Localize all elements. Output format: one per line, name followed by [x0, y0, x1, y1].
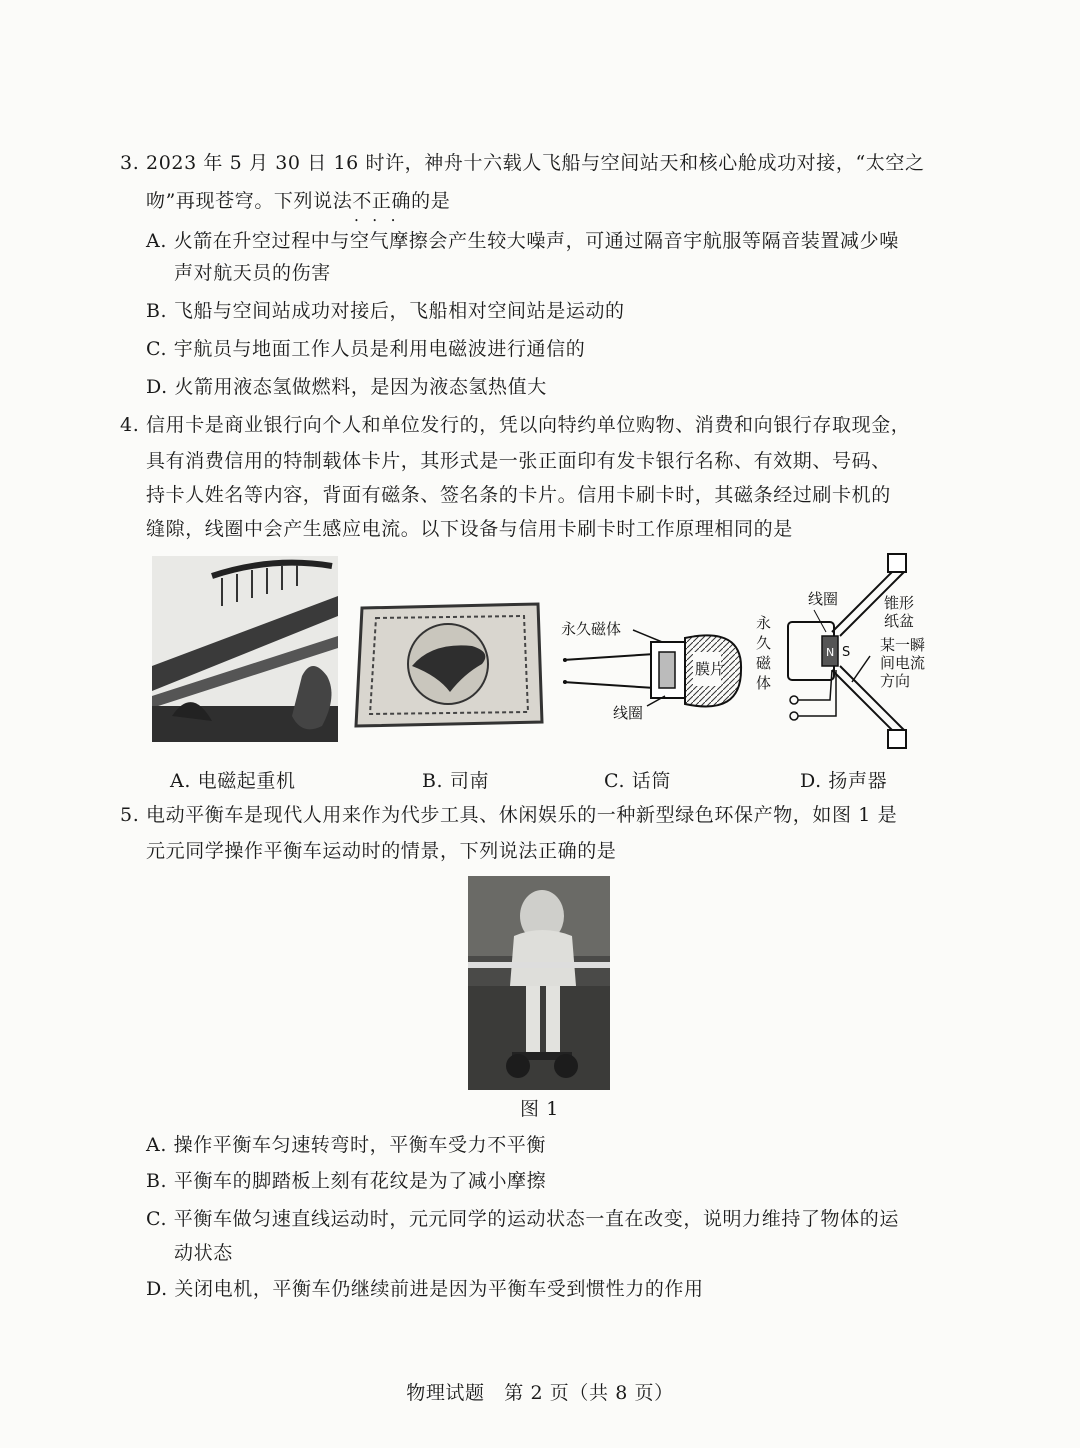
speaker-label-current-3: 方向	[880, 672, 911, 690]
q4-stem-line2: 具有消费信用的特制载体卡片，其形式是一张正面印有发卡银行名称、有效期、号码、	[146, 450, 891, 472]
speaker-pole-n: N	[826, 646, 835, 659]
speaker-label-coil: 线圈	[808, 590, 839, 608]
q3-option-a-line2: 声对航天员的伤害	[174, 262, 331, 284]
microphone-diagram	[555, 612, 745, 722]
q5-stem-line1: 5. 电动平衡车是现代人用来作为代步工具、休闲娱乐的一种新型绿色环保产物，如图 1 是	[120, 804, 898, 826]
q3-number: 3.	[120, 152, 140, 174]
q3-stem-line1: 3. 2023 年 5 月 30 日 16 时许，神舟十六载人飞船与空间站天和核心舱成功对接，“太空之	[120, 152, 925, 174]
speaker-label-magnet-2: 久	[756, 634, 772, 652]
page-footer: 物理试题 第 2 页（共 8 页）	[406, 1382, 674, 1404]
crane-photo	[152, 556, 338, 742]
q3-option-c: C. 宇航员与地面工作人员是利用电磁波进行通信的	[146, 338, 586, 360]
q3-emphasis: 不正确 • • •	[352, 190, 411, 212]
q5-option-d: D. 关闭电机，平衡车仍继续前进是因为平衡车受到惯性力的作用	[146, 1278, 704, 1300]
speaker-label-current-2: 间电流	[880, 654, 926, 672]
speaker-label-magnet-1: 永	[756, 614, 772, 632]
q5-option-a: A. 操作平衡车匀速转弯时，平衡车受力不平衡	[146, 1134, 547, 1156]
q3-option-b: B. 飞船与空间站成功对接后，飞船相对空间站是运动的	[146, 300, 625, 322]
q4-stem-line4: 缝隙，线圈中会产生感应电流。以下设备与信用卡刷卡时工作原理相同的是	[146, 518, 793, 540]
q5-option-b: B. 平衡车的脚踏板上刻有花纹是为了减小摩擦	[146, 1170, 547, 1192]
q5-stem-line2: 元元同学操作平衡车运动时的情景，下列说法正确的是	[146, 840, 617, 862]
speaker-label-cone-2: 纸盆	[884, 612, 915, 630]
q4-option-b: B. 司南	[422, 770, 490, 792]
q4-number: 4.	[120, 414, 140, 436]
q3-option-a-line1: A. 火箭在升空过程中与空气摩擦会产生较大噪声，可通过隔音宇航服等隔音装置减少噪	[146, 230, 899, 252]
figure-1-caption: 图 1	[520, 1098, 559, 1120]
q4-option-a: A. 电磁起重机	[170, 770, 296, 792]
speaker-pole-s: S	[842, 645, 851, 660]
q4-stem-line3: 持卡人姓名等内容，背面有磁条、签名条的卡片。信用卡刷卡时，其磁条经过刷卡机的	[146, 484, 891, 506]
sinan-image	[352, 602, 544, 728]
q5-number: 5.	[120, 804, 140, 826]
mic-label-diaphragm: 膜片	[695, 660, 726, 678]
speaker-label-current-1: 某一瞬	[880, 636, 926, 654]
q3-option-d: D. 火箭用液态氢做燃料，是因为液态氢热值大	[146, 376, 547, 398]
q3-stem-line2: 吻”再现苍穹。下列说法不正确 • • •的是	[146, 188, 450, 214]
q4-option-d: D. 扬声器	[800, 770, 888, 792]
speaker-label-cone-1: 锥形	[884, 594, 915, 612]
speaker-label-magnet-3: 磁	[756, 654, 772, 672]
balance-scooter-photo	[468, 876, 610, 1090]
mic-label-coil: 线圈	[613, 704, 644, 722]
speaker-label-magnet-4: 体	[756, 674, 772, 692]
mic-label-magnet: 永久磁体	[561, 620, 622, 638]
q4-stem-line1: 4. 信用卡是商业银行向个人和单位发行的，凭以向特约单位购物、消费和向银行存取现金，	[120, 414, 911, 436]
q5-option-c-line2: 动状态	[174, 1242, 233, 1264]
speaker-diagram	[752, 552, 936, 752]
q4-option-c: C. 话筒	[604, 770, 671, 792]
q5-option-c-line1: C. 平衡车做匀速直线运动时，元元同学的运动状态一直在改变，说明力维持了物体的运	[146, 1208, 899, 1230]
